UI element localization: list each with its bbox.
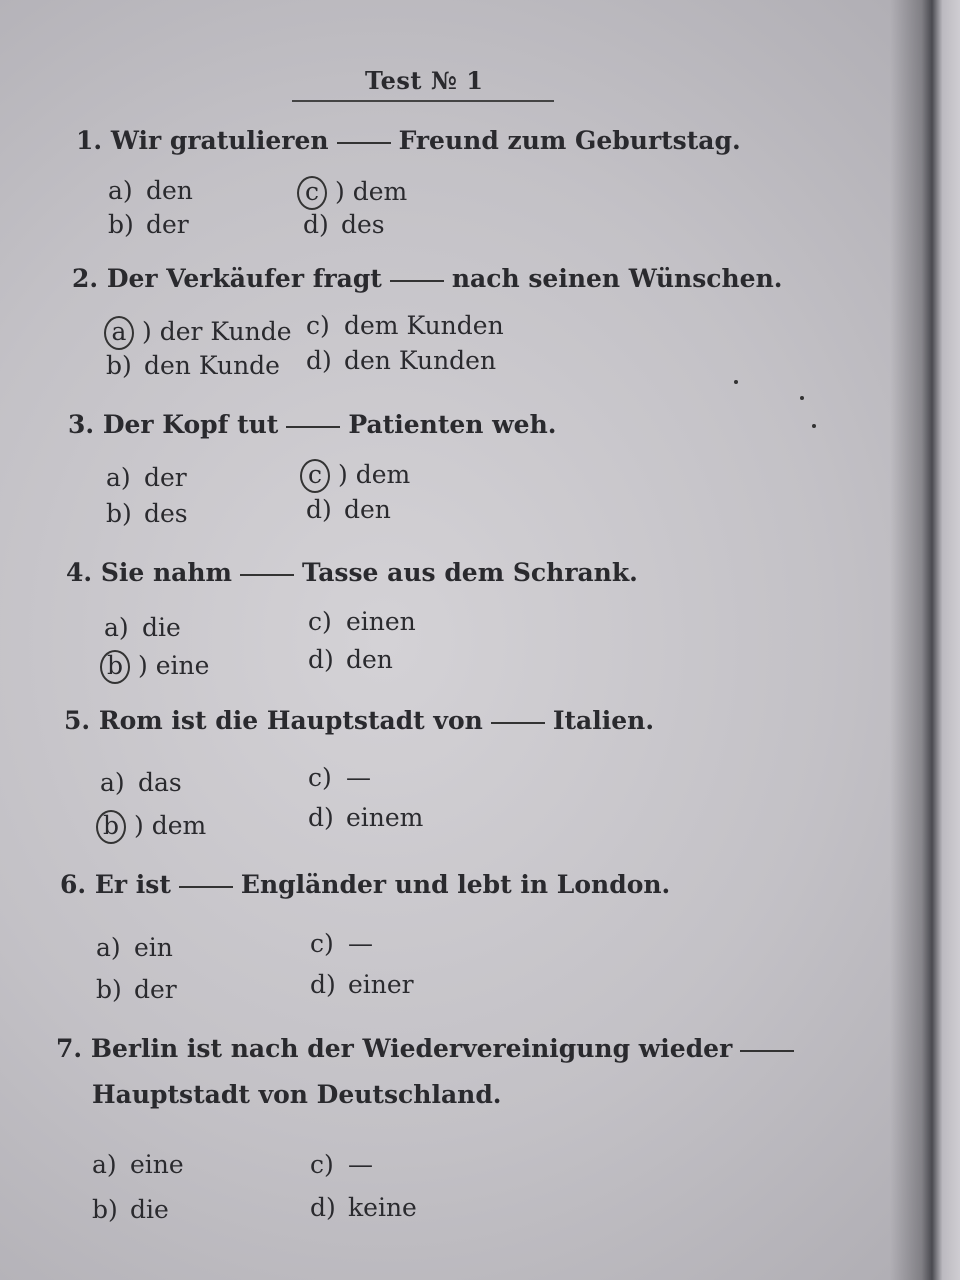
question-6 [60, 870, 670, 899]
circle-mark: c [300, 459, 330, 493]
option-c[interactable]: c) — [308, 763, 371, 792]
question-number: 3. [68, 410, 95, 439]
question-text-after: Tasse aus dem Schrank. [302, 558, 638, 587]
paper-speck [800, 396, 804, 400]
option-a[interactable]: a) den [108, 176, 193, 205]
question-text-after: Freund zum Geburtstag. [398, 126, 741, 155]
answer-blank [179, 886, 233, 888]
option-d[interactable]: d) keine [310, 1193, 417, 1222]
option-c[interactable]: c) — [310, 1150, 373, 1179]
question-text-after: Patienten weh. [348, 410, 557, 439]
question-2 [72, 264, 782, 293]
question-number: 5. [64, 706, 91, 735]
question-number: 7. [56, 1034, 83, 1063]
circle-mark: b [100, 650, 130, 684]
option-a-circled[interactable]: a ) der Kunde [110, 316, 292, 350]
option-c[interactable]: c) — [310, 929, 373, 958]
circle-mark: a [104, 316, 134, 350]
option-c[interactable]: c) einen [308, 607, 416, 636]
question-text-before: Berlin ist nach der Wiedervereinigung wieder [90, 1034, 733, 1063]
question-5 [64, 706, 654, 735]
question-number: 4. [66, 558, 93, 587]
test-title: Test № 1 [365, 66, 484, 95]
option-a[interactable]: a) der [106, 463, 187, 492]
answer-blank [337, 142, 391, 144]
question-text-before: Er ist [94, 870, 171, 899]
option-b[interactable]: b) der [108, 210, 189, 239]
question-text-continued: Hauptstadt von Deutschland. [92, 1080, 502, 1109]
answer-blank [286, 426, 340, 428]
option-c-circled[interactable]: c ) dem [306, 459, 410, 493]
option-d[interactable]: d) den [306, 495, 391, 524]
question-text-before: Der Kopf tut [102, 410, 279, 439]
question-number: 1. [76, 126, 103, 155]
question-text-before: Der Verkäufer fragt [106, 264, 382, 293]
option-b[interactable]: b) des [106, 499, 188, 528]
question-7-line-2 [92, 1080, 502, 1109]
option-c[interactable]: c) dem Kunden [306, 311, 504, 340]
question-text-before: Sie nahm [100, 558, 232, 587]
option-a[interactable]: a) das [100, 768, 182, 797]
option-d[interactable]: d) einem [308, 803, 424, 832]
option-b-circled[interactable]: b ) eine [106, 650, 209, 684]
option-b[interactable]: b) die [92, 1195, 169, 1224]
title-underline [292, 100, 554, 102]
question-text-after: Engländer und lebt in London. [240, 870, 671, 899]
question-text-after: Italien. [552, 706, 655, 735]
answer-blank [740, 1050, 794, 1052]
question-7 [56, 1034, 802, 1063]
option-d[interactable]: d) einer [310, 970, 414, 999]
option-b[interactable]: b) den Kunde [106, 351, 280, 380]
option-a[interactable]: a) ein [96, 933, 173, 962]
question-1 [76, 126, 741, 155]
book-spine-shadow [890, 0, 960, 1280]
paper-speck [734, 380, 738, 384]
option-d[interactable]: d) des [303, 210, 385, 239]
answer-blank [390, 280, 444, 282]
option-d[interactable]: d) den Kunden [306, 346, 497, 375]
answer-blank [491, 722, 545, 724]
option-c-circled[interactable]: c ) dem [303, 176, 407, 210]
question-4 [66, 558, 638, 587]
paper-speck [812, 424, 816, 428]
circle-mark: b [96, 810, 126, 844]
option-b[interactable]: b) der [96, 975, 177, 1004]
question-text-before: Wir gratulieren [110, 126, 329, 155]
option-a[interactable]: a) eine [92, 1150, 184, 1179]
option-a[interactable]: a) die [104, 613, 181, 642]
question-3 [68, 410, 556, 439]
option-d[interactable]: d) den [308, 645, 393, 674]
circle-mark: c [297, 176, 327, 210]
question-text-after: nach seinen Wünschen. [451, 264, 783, 293]
question-number: 6. [60, 870, 87, 899]
option-b-circled[interactable]: b ) dem [102, 810, 206, 844]
question-number: 2. [72, 264, 99, 293]
answer-blank [240, 574, 294, 576]
question-text-before: Rom ist die Hauptstadt von [98, 706, 483, 735]
